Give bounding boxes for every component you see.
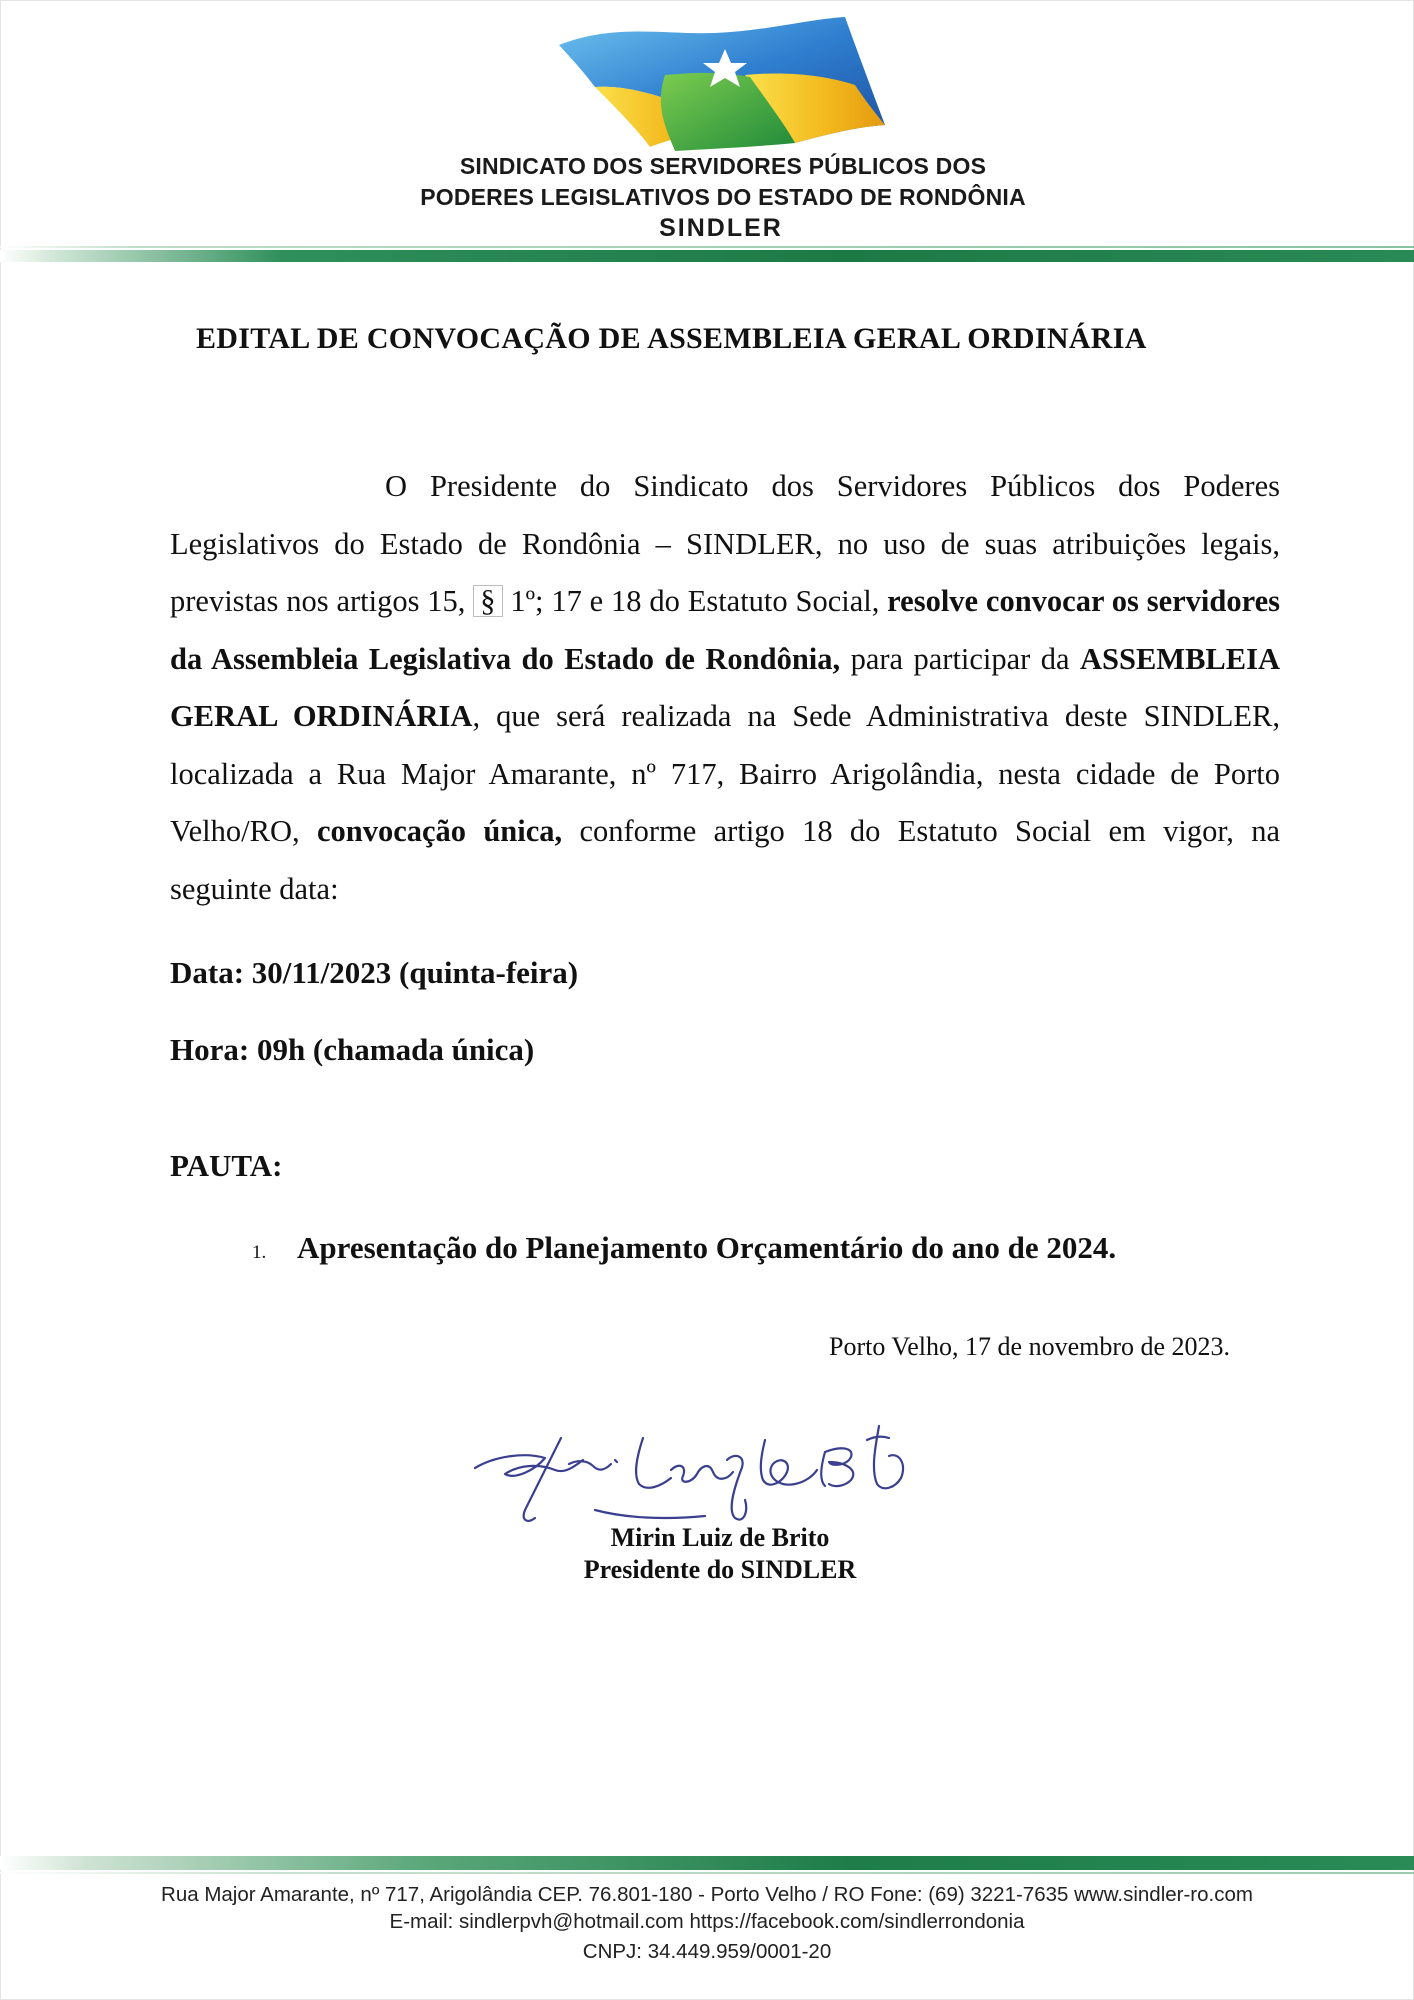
body-text-5: conforme artigo 18 do Estatuto Social em vigor, na seguinte data: <box>170 814 1281 906</box>
agenda-item-text: Apresentação do Planejamento Orçamentário do ano de 2024. <box>297 1230 1117 1265</box>
body-text-3: para participar da <box>840 641 1080 676</box>
meeting-date: Data: 30/11/2023 (quinta-feira) <box>170 955 579 990</box>
body-bold-3: convocação única, <box>316 814 563 848</box>
footer-cnpj: CNPJ: 34.449.959/0001-20 <box>582 1940 832 1963</box>
org-abbreviation: SINDLER <box>659 214 783 242</box>
body-paragraph <box>170 458 1280 918</box>
body-text-4: , que será realizada na Sede Administrativa deste SINDLER, localizada a Rua Major Amarante, nº 717, Bairro Arigolândia, nesta cidade de Porto Velho/RO, <box>170 699 1280 848</box>
agenda-item-number: 1. <box>252 1242 267 1263</box>
body-text-2: 1º; 17 e 18 do Estatuto Social, <box>502 584 888 618</box>
signer-name: Mirin Luiz de Brito <box>610 1523 830 1552</box>
document-title: EDITAL DE CONVOCAÇÃO DE ASSEMBLEIA GERAL ORDINÁRIA <box>196 322 1147 355</box>
footer-divider <box>0 1856 1414 1870</box>
agenda-heading: PAUTA: <box>170 1148 283 1183</box>
letterhead <box>0 0 1414 262</box>
meeting-time: Hora: 09h (chamada única) <box>170 1032 535 1067</box>
header-divider <box>0 250 1414 262</box>
body-text-1: O Presidente do Sindicato dos Servidores Públicos dos Poderes Legislativos do Estado de Rondônia – SINDLER, no uso de suas atribuições legais, previstas nos artigos 15, <box>170 469 1280 618</box>
org-name-line2: PODERES LEGISLATIVOS DO ESTADO DE RONDÔNIA <box>420 184 1026 210</box>
header-divider-thin <box>0 246 1414 248</box>
place-and-date: Porto Velho, 17 de novembro de 2023. <box>829 1332 1231 1361</box>
rondonia-flag-logo <box>555 15 895 155</box>
body-bold-1: resolve convocar os servidores da Assembleia Legislativa do Estado de Rondônia, <box>170 584 1280 676</box>
agenda-item <box>252 1230 1116 1266</box>
footer-contact: E-mail: sindlerpvh@hotmail.com https://facebook.com/sindlerrondonia <box>389 1910 1025 1933</box>
body-bold-2: ASSEMBLEIA GERAL ORDINÁRIA <box>170 641 1281 733</box>
org-name-line1: SINDICATO DOS SERVIDORES PÚBLICOS DOS <box>459 153 987 179</box>
footer-address: Rua Major Amarante, nº 717, Arigolândia CEP. 76.801-180 - Porto Velho / RO Fone: (69) 3221-7635 www.sindler-ro.com <box>161 1883 1253 1906</box>
signer-role: Presidente do SINDLER <box>583 1555 857 1584</box>
footer-divider-thin <box>0 1872 1414 1874</box>
section-symbol: § <box>473 585 502 617</box>
